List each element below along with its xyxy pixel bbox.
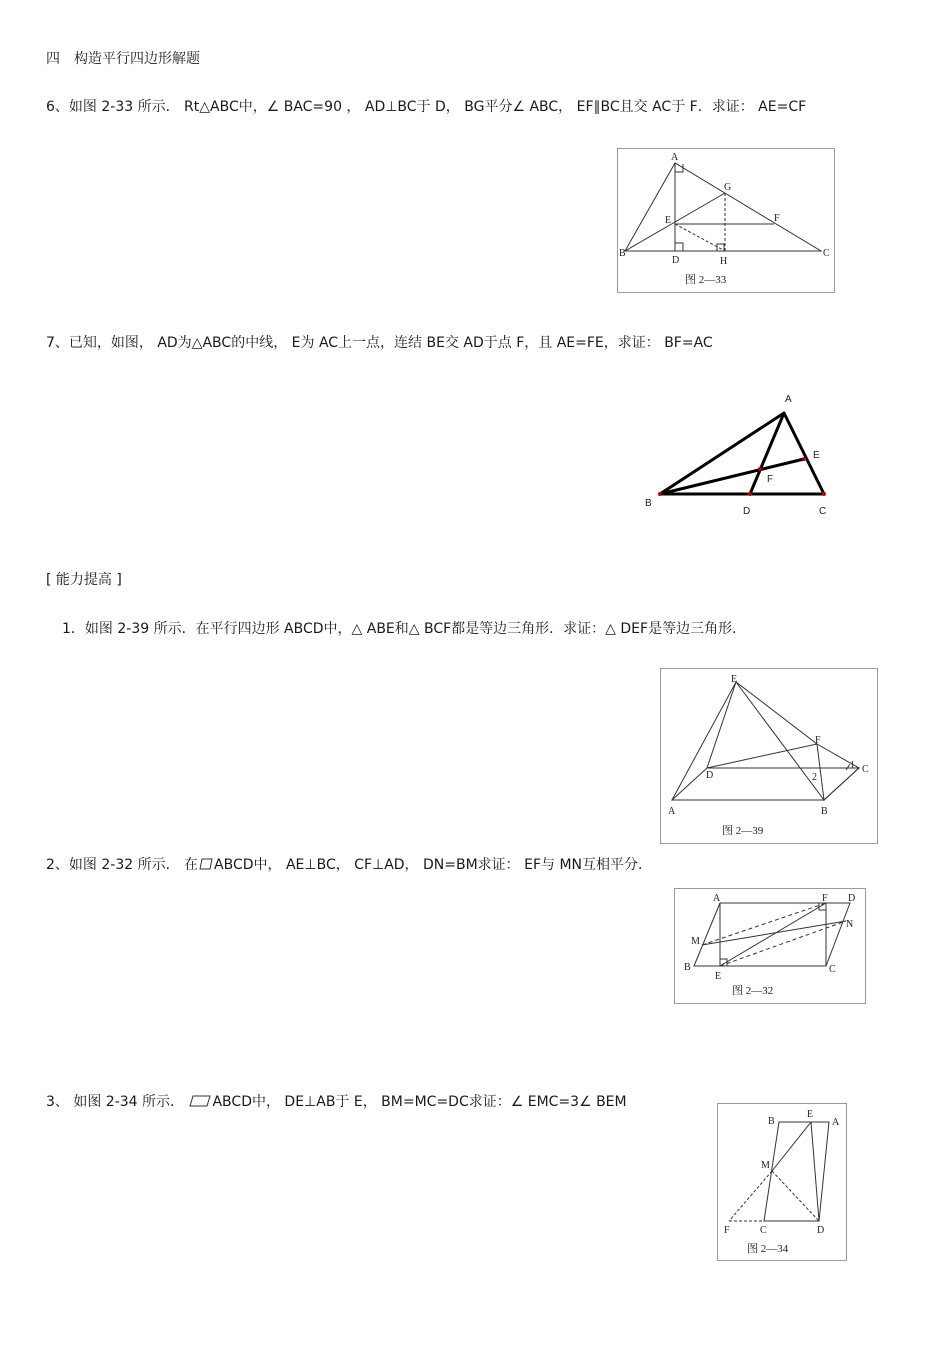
problem-7: 7、已知，如图， AD为△ABC的中线， E为 AC上一点，连结 BE交 AD于点 F，且 AE=FE，求证： BF=AC (46, 335, 713, 351)
label-B: B (619, 248, 626, 259)
label-F: F (774, 213, 780, 224)
caption-2-34: 图 2—34 (747, 1243, 789, 1255)
figure-problem-7 (640, 388, 840, 518)
label-A: A (785, 394, 792, 405)
label-B: B (821, 806, 828, 817)
figure-2-39 (660, 668, 878, 844)
label-E: E (665, 215, 672, 226)
ability-heading: [ 能力提高 ] (46, 572, 122, 588)
section-heading: 四 构造平行四边形解题 (46, 51, 200, 67)
label-G: G (724, 182, 732, 193)
label-E: E (715, 971, 722, 982)
label-F: F (822, 893, 828, 904)
label-B: B (768, 1116, 775, 1127)
label-E: E (807, 1109, 814, 1120)
label-1: 1 (850, 760, 855, 771)
parallelogram-icon (199, 857, 213, 871)
label-E: E (731, 674, 738, 685)
label-C: C (823, 248, 830, 259)
problem-ability-2 (46, 856, 652, 874)
label-C: C (829, 964, 836, 975)
figure-2-33 (617, 148, 835, 293)
label-D: D (706, 770, 714, 781)
problem-6: 6、如图 2-33 所示． Rt△ABC中，∠ BAC=90 ， AD⊥BC于 D， BG平分∠ ABC， EF∥BC且交 AC于 F．求证： AE=CF (46, 99, 807, 115)
label-C: C (760, 1225, 767, 1236)
figure-2-32 (674, 888, 866, 1004)
label-E: E (813, 450, 820, 461)
label-D: D (848, 893, 856, 904)
label-F: F (815, 735, 821, 746)
label-D: D (672, 255, 680, 266)
problem-ability-3-prefix: 3、 如图 2-34 所示． (46, 1094, 189, 1110)
label-D: D (817, 1225, 825, 1236)
label-A: A (668, 806, 676, 817)
label-M: M (761, 1160, 770, 1171)
label-B: B (684, 962, 691, 973)
label-D: D (743, 506, 751, 517)
parallelogram-icon (189, 1094, 211, 1108)
problem-ability-2-prefix: 2、如图 2-32 所示． 在 (46, 857, 199, 873)
label-C: C (862, 764, 869, 775)
label-B: B (645, 498, 652, 509)
label-A: A (832, 1117, 840, 1128)
caption-2-32: 图 2—32 (732, 985, 774, 997)
label-A: A (713, 893, 721, 904)
label-A: A (671, 152, 679, 163)
label-C: C (819, 506, 827, 517)
label-F: F (767, 474, 774, 485)
problem-ability-3-suffix: ABCD中， DE⊥AB于 E， BM=MC=DC求证：∠ EMC=3∠ BEM (212, 1094, 627, 1110)
caption-2-39: 图 2—39 (722, 825, 764, 837)
problem-ability-3 (46, 1093, 627, 1111)
label-2: 2 (812, 772, 817, 783)
problem-ability-1: 1．如图 2-39 所示．在平行四边形 ABCD中，△ ABE和△ BCF都是等边三角形．求证：△ DEF是等边三角形． (62, 621, 747, 637)
label-F: F (724, 1225, 730, 1236)
problem-ability-2-suffix: ABCD中， AE⊥BC， CF⊥AD， DN=BM求证： EF与 MN互相平分． (214, 857, 653, 873)
label-H: H (720, 256, 728, 267)
label-M: M (691, 936, 700, 947)
figure-2-34 (717, 1103, 847, 1261)
caption-2-33: 图 2—33 (685, 274, 727, 286)
label-N: N (846, 919, 854, 930)
